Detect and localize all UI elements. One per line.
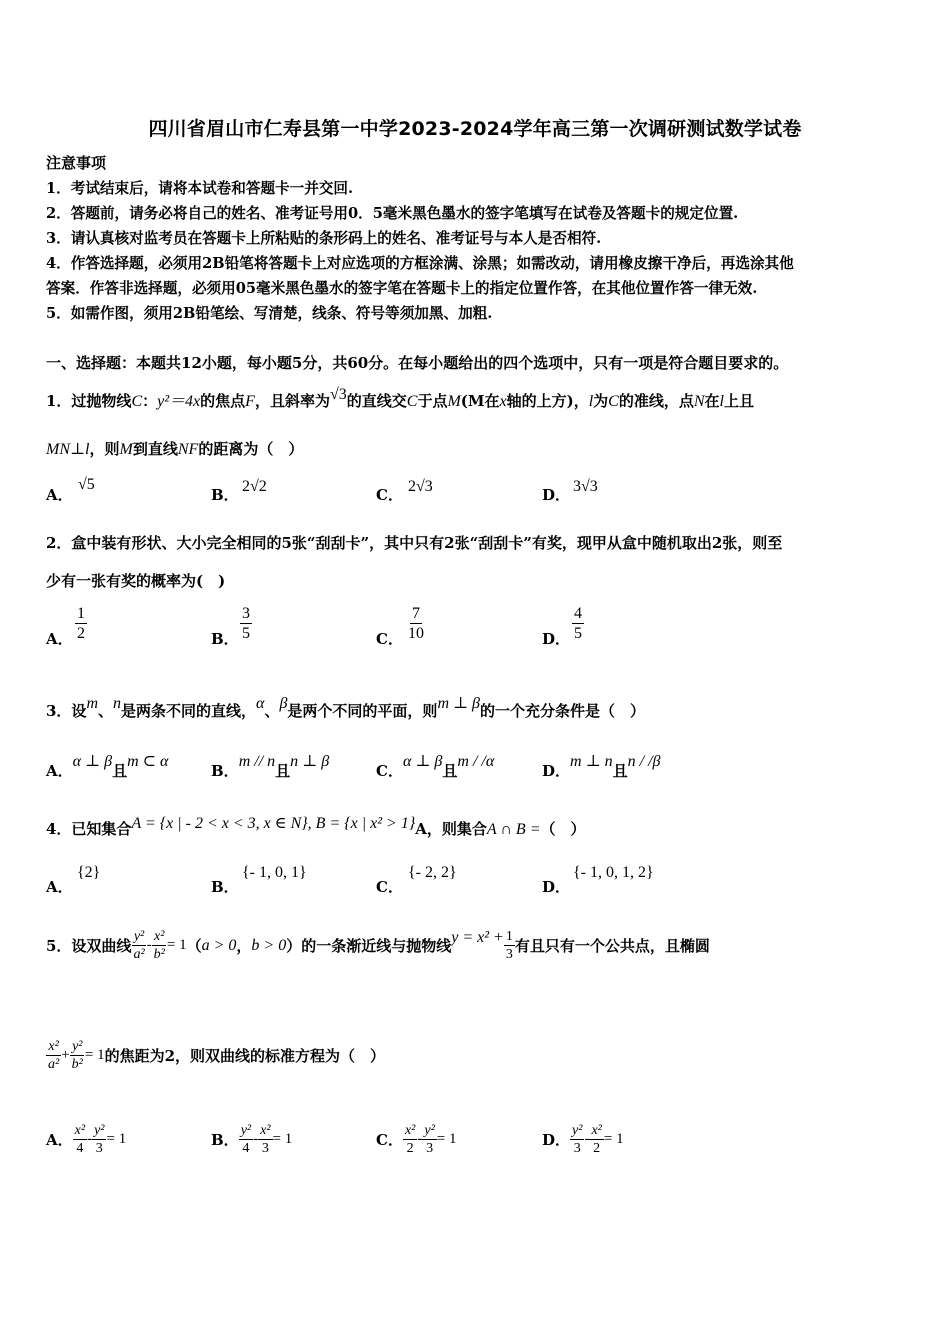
option-term bbox=[570, 1122, 584, 1157]
q1-slope: √3 bbox=[329, 386, 347, 403]
q4-option-c-value: {- 2, 2} bbox=[408, 864, 457, 881]
numerator: 1 bbox=[505, 929, 513, 944]
option-label: A． bbox=[46, 878, 73, 896]
q1-option-d-value: 3√3 bbox=[573, 478, 598, 495]
q3-text: 是两个不同的平面，则 bbox=[287, 702, 438, 720]
option-equals: = 1 bbox=[436, 1131, 457, 1147]
numerator: y² bbox=[240, 1123, 252, 1138]
section-heading: 一、选择题：本题共12小题，每小题5分，共60分。在每小题给出的四个选项中，只有一项是符合题目要求的。 bbox=[46, 354, 789, 372]
question-5-stem bbox=[46, 928, 710, 963]
q4-sets: A = {x | - 2 < x < 3, x ∈ N}, B = {x | x² > 1} bbox=[131, 815, 416, 832]
numerator: 7 bbox=[412, 605, 420, 622]
numerator: 4 bbox=[574, 605, 582, 622]
page-title: 四川省眉山市仁寿县第一中学2023-2024学年高三第一次调研测试数学试卷 bbox=[148, 118, 802, 140]
q5-option-b[interactable] bbox=[211, 1122, 292, 1157]
question-2-stem-line2: 少有一张有奖的概率为( ) bbox=[46, 572, 226, 590]
q1-option-a-value: √5 bbox=[78, 476, 95, 493]
q5-ellipse-term bbox=[46, 1038, 61, 1073]
q1-condition: MN⊥l bbox=[46, 441, 90, 458]
q3-option-c[interactable] bbox=[376, 753, 495, 781]
option-expr: α ⊥ β bbox=[402, 753, 443, 770]
q1-text: ，且斜率为 bbox=[254, 392, 330, 410]
q1-curve: C bbox=[131, 393, 143, 410]
question-2-stem: 2．盒中装有形状、大小完全相同的5张“刮刮卡”，其中只有2张“刮刮卡”有奖，现甲从盒中随机取出2张，则至 bbox=[46, 534, 783, 552]
q1-option-b-value: 2√2 bbox=[242, 478, 267, 495]
option-label: C． bbox=[376, 630, 403, 648]
question-5-stem-line2 bbox=[46, 1038, 385, 1073]
option-expr: n / /β bbox=[627, 753, 661, 770]
option-term bbox=[403, 1122, 417, 1157]
option-operator: - bbox=[417, 1131, 423, 1147]
q1-text: 在 bbox=[704, 392, 720, 410]
q1-point-m: M bbox=[447, 393, 461, 410]
q3-option-b[interactable] bbox=[211, 753, 330, 781]
denominator: 3 bbox=[261, 1141, 269, 1156]
denominator: 4 bbox=[76, 1141, 84, 1156]
question-3-stem bbox=[46, 695, 646, 721]
option-equals: = 1 bbox=[603, 1131, 624, 1147]
q5-operator: + bbox=[61, 1047, 70, 1063]
denominator: a² bbox=[48, 1057, 60, 1072]
numerator: y² bbox=[572, 1123, 583, 1138]
q2-option-d[interactable] bbox=[542, 628, 570, 649]
q1-text: 为 bbox=[593, 392, 609, 410]
option-label: C． bbox=[376, 762, 403, 780]
option-label: B． bbox=[211, 486, 239, 504]
question-1-stem bbox=[46, 388, 754, 411]
notice-item: 5．如需作图，须用2B铅笔绘、写清楚，线条、符号等须加黑、加粗. bbox=[46, 305, 493, 322]
option-label: D． bbox=[542, 630, 571, 648]
q5-text: 有且只有一个公共点，且椭圆 bbox=[514, 937, 710, 955]
q2-option-d-fraction bbox=[572, 604, 584, 643]
q3-plane-alpha: α bbox=[256, 695, 265, 712]
option-and: 且 bbox=[612, 762, 628, 780]
numerator: x² bbox=[154, 929, 165, 944]
q5-equals: = 1 bbox=[166, 937, 187, 953]
q1-text: 的直线交 bbox=[346, 392, 407, 410]
q4-expression: A ∩ B = bbox=[486, 821, 541, 838]
denominator: b² bbox=[153, 947, 165, 962]
q1-text: 上且 bbox=[724, 392, 755, 410]
q1-text: 的焦点 bbox=[200, 392, 246, 410]
option-expr: m // n bbox=[238, 753, 276, 770]
q5-text: 5．设双曲线 bbox=[46, 937, 132, 955]
denominator: 10 bbox=[408, 625, 424, 642]
q1-curve: C bbox=[608, 393, 619, 410]
option-label: A． bbox=[46, 486, 73, 504]
option-label: A． bbox=[46, 630, 73, 648]
denominator: b² bbox=[71, 1057, 83, 1072]
q1-text: ： bbox=[142, 392, 158, 410]
q5-operator: - bbox=[146, 937, 152, 953]
option-term bbox=[422, 1122, 436, 1157]
option-term bbox=[589, 1122, 603, 1157]
option-equals: = 1 bbox=[106, 1131, 127, 1147]
denominator: 4 bbox=[242, 1141, 250, 1156]
q3-line-m: m bbox=[86, 695, 98, 712]
q1-text: 的距离为（ ） bbox=[198, 440, 304, 458]
q5-text: 的焦距为2，则双曲线的标准方程为（ ） bbox=[104, 1047, 386, 1065]
q1-text: 于点 bbox=[417, 392, 448, 410]
q1-curve: C bbox=[406, 393, 418, 410]
q1-option-c[interactable] bbox=[376, 484, 403, 505]
q4-option-d-value: {- 1, 0, 1, 2} bbox=[573, 864, 654, 881]
q5-text: ）的一条渐近线与抛物线 bbox=[286, 937, 452, 955]
q5-text: （ bbox=[186, 937, 202, 955]
q1-text: (M在 bbox=[460, 392, 500, 410]
option-label: B． bbox=[211, 762, 239, 780]
numerator: y² bbox=[94, 1123, 105, 1138]
denominator: 2 bbox=[77, 625, 85, 642]
q3-text: 是两条不同的直线， bbox=[121, 702, 257, 720]
option-label: B． bbox=[211, 1131, 239, 1149]
option-and: 且 bbox=[275, 762, 291, 780]
numerator: y² bbox=[133, 929, 145, 944]
q1-text: 1．过抛物线 bbox=[46, 392, 132, 410]
q1-focus: F bbox=[245, 393, 255, 410]
q1-text: 轴的上方)， bbox=[506, 392, 589, 410]
option-term bbox=[92, 1122, 106, 1157]
option-expr: α ⊥ β bbox=[72, 753, 113, 770]
option-label: D． bbox=[542, 486, 571, 504]
q1-option-a[interactable] bbox=[46, 484, 73, 505]
q1-option-b[interactable] bbox=[211, 484, 239, 505]
notice-item: 2．答题前，请务必将自己的姓名、准考证号用0．5毫米黑色墨水的签字笔填写在试卷及答题卡的规定位置. bbox=[46, 205, 739, 222]
option-label: B． bbox=[211, 630, 239, 648]
numerator: x² bbox=[48, 1039, 59, 1054]
option-expr: n ⊥ β bbox=[290, 753, 330, 770]
q5-parabola-fraction bbox=[504, 928, 515, 963]
option-expr: m ⊥ n bbox=[570, 753, 613, 770]
numerator: y² bbox=[72, 1039, 83, 1054]
denominator: 5 bbox=[242, 625, 250, 642]
q5-equals: = 1 bbox=[84, 1047, 105, 1063]
q5-text: ， bbox=[236, 937, 252, 955]
option-term bbox=[258, 1122, 272, 1157]
denominator: 2 bbox=[593, 1141, 601, 1156]
numerator: x² bbox=[591, 1123, 602, 1138]
q5-hyperbola-term bbox=[152, 928, 167, 963]
notice-item: 答案．作答非选择题，必须用05毫米黑色墨水的签字笔在答题卡上的指定位置作答，在其他位置作答一律无效. bbox=[46, 280, 758, 297]
option-label: C． bbox=[376, 878, 403, 896]
option-expr: m ⊂ α bbox=[127, 753, 169, 770]
q3-option-a[interactable] bbox=[46, 753, 169, 781]
q1-line-l: l bbox=[588, 393, 594, 410]
q4-text: （ ） bbox=[540, 820, 586, 838]
q1-option-c-value: 2√3 bbox=[408, 478, 433, 495]
question-1-stem-line2 bbox=[46, 438, 303, 459]
denominator: 3 bbox=[95, 1141, 103, 1156]
q1-text: 到直线 bbox=[132, 440, 178, 458]
option-operator: - bbox=[253, 1131, 259, 1147]
notice-item: 1．考试结束后，请将本试卷和答题卡一并交回. bbox=[46, 180, 354, 197]
q4-option-c[interactable] bbox=[376, 876, 403, 897]
option-term bbox=[239, 1122, 253, 1157]
q1-option-d[interactable] bbox=[542, 484, 570, 505]
q4-text: 4．已知集合 bbox=[46, 820, 132, 838]
option-and: 且 bbox=[112, 762, 128, 780]
option-equals: = 1 bbox=[272, 1131, 293, 1147]
q3-plane-beta: β bbox=[279, 695, 288, 712]
denominator: 3 bbox=[426, 1141, 434, 1156]
q2-option-b[interactable] bbox=[211, 628, 239, 649]
q3-condition: m ⊥ β bbox=[437, 695, 481, 712]
denominator: 5 bbox=[574, 625, 582, 642]
q1-line-nf: NF bbox=[177, 441, 199, 458]
q5-option-d[interactable] bbox=[542, 1122, 624, 1157]
q5-condition-a: a > 0 bbox=[201, 936, 237, 954]
option-term bbox=[73, 1122, 87, 1157]
q1-parabola-equation: y²＝4x bbox=[157, 393, 201, 410]
q1-axis: x bbox=[499, 393, 507, 410]
numerator: x² bbox=[404, 1123, 416, 1138]
numerator: x² bbox=[260, 1123, 271, 1138]
option-label: D． bbox=[542, 1131, 571, 1149]
q5-ellipse-term bbox=[70, 1038, 85, 1073]
numerator: 3 bbox=[242, 605, 250, 622]
q2-option-c[interactable] bbox=[376, 628, 403, 649]
q3-text: 3．设 bbox=[46, 702, 87, 720]
q4-option-b-value: {- 1, 0, 1} bbox=[242, 864, 307, 881]
option-expr: m / /α bbox=[457, 753, 495, 770]
numerator: 1 bbox=[77, 605, 85, 622]
q1-line-l: l bbox=[719, 393, 724, 410]
q2-option-a[interactable] bbox=[46, 628, 73, 649]
denominator: 2 bbox=[406, 1141, 414, 1156]
q5-option-a[interactable] bbox=[46, 1122, 126, 1157]
option-operator: - bbox=[584, 1131, 590, 1147]
denominator: 3 bbox=[573, 1141, 581, 1156]
q5-option-c[interactable] bbox=[376, 1122, 457, 1157]
numerator: y² bbox=[424, 1123, 435, 1138]
q3-text: 、 bbox=[264, 702, 280, 720]
denominator: a² bbox=[133, 947, 145, 962]
q1-point-n: N bbox=[693, 393, 705, 410]
q5-parabola: y = x² + bbox=[451, 928, 504, 946]
notice-item: 3．请认真核对监考员在答题卡上所粘贴的条形码上的姓名、准考证号与本人是否相符. bbox=[46, 230, 602, 247]
q2-option-c-fraction bbox=[406, 604, 426, 643]
q4-text: A，则集合 bbox=[415, 820, 487, 838]
denominator: 3 bbox=[505, 947, 513, 962]
q3-line-n: n bbox=[113, 695, 122, 712]
option-label: D． bbox=[542, 878, 571, 896]
notice-heading: 注意事项 bbox=[46, 154, 107, 172]
q4-option-b[interactable] bbox=[211, 876, 239, 897]
q2-option-a-fraction bbox=[75, 604, 87, 643]
q2-option-b-fraction bbox=[240, 604, 252, 643]
option-label: A． bbox=[46, 762, 73, 780]
q1-point-m: M bbox=[119, 441, 133, 458]
q4-option-a[interactable] bbox=[46, 876, 73, 897]
option-label: D． bbox=[542, 762, 571, 780]
q3-option-d[interactable] bbox=[542, 753, 661, 781]
notice-item: 4．作答选择题，必须用2B铅笔将答题卡上对应选项的方框涂满、涂黑；如需改动，请用橡皮擦干净后，再选涂其他 bbox=[46, 255, 794, 272]
q4-option-d[interactable] bbox=[542, 876, 570, 897]
q5-hyperbola-term bbox=[131, 928, 146, 963]
option-label: C． bbox=[376, 486, 403, 504]
numerator: x² bbox=[74, 1123, 86, 1138]
q3-text: 、 bbox=[98, 702, 114, 720]
q1-text: 的准线，点 bbox=[618, 392, 694, 410]
q5-condition-b: b > 0 bbox=[251, 936, 287, 954]
q3-text: 的一个充分条件是（ ） bbox=[480, 702, 646, 720]
q4-option-a-value: {2} bbox=[77, 864, 101, 881]
option-label: C． bbox=[376, 1131, 403, 1149]
option-operator: - bbox=[87, 1131, 93, 1147]
q1-text: ，则 bbox=[89, 440, 120, 458]
option-and: 且 bbox=[442, 762, 458, 780]
option-label: A． bbox=[46, 1131, 73, 1149]
question-4-stem bbox=[46, 815, 586, 839]
option-label: B． bbox=[211, 878, 239, 896]
